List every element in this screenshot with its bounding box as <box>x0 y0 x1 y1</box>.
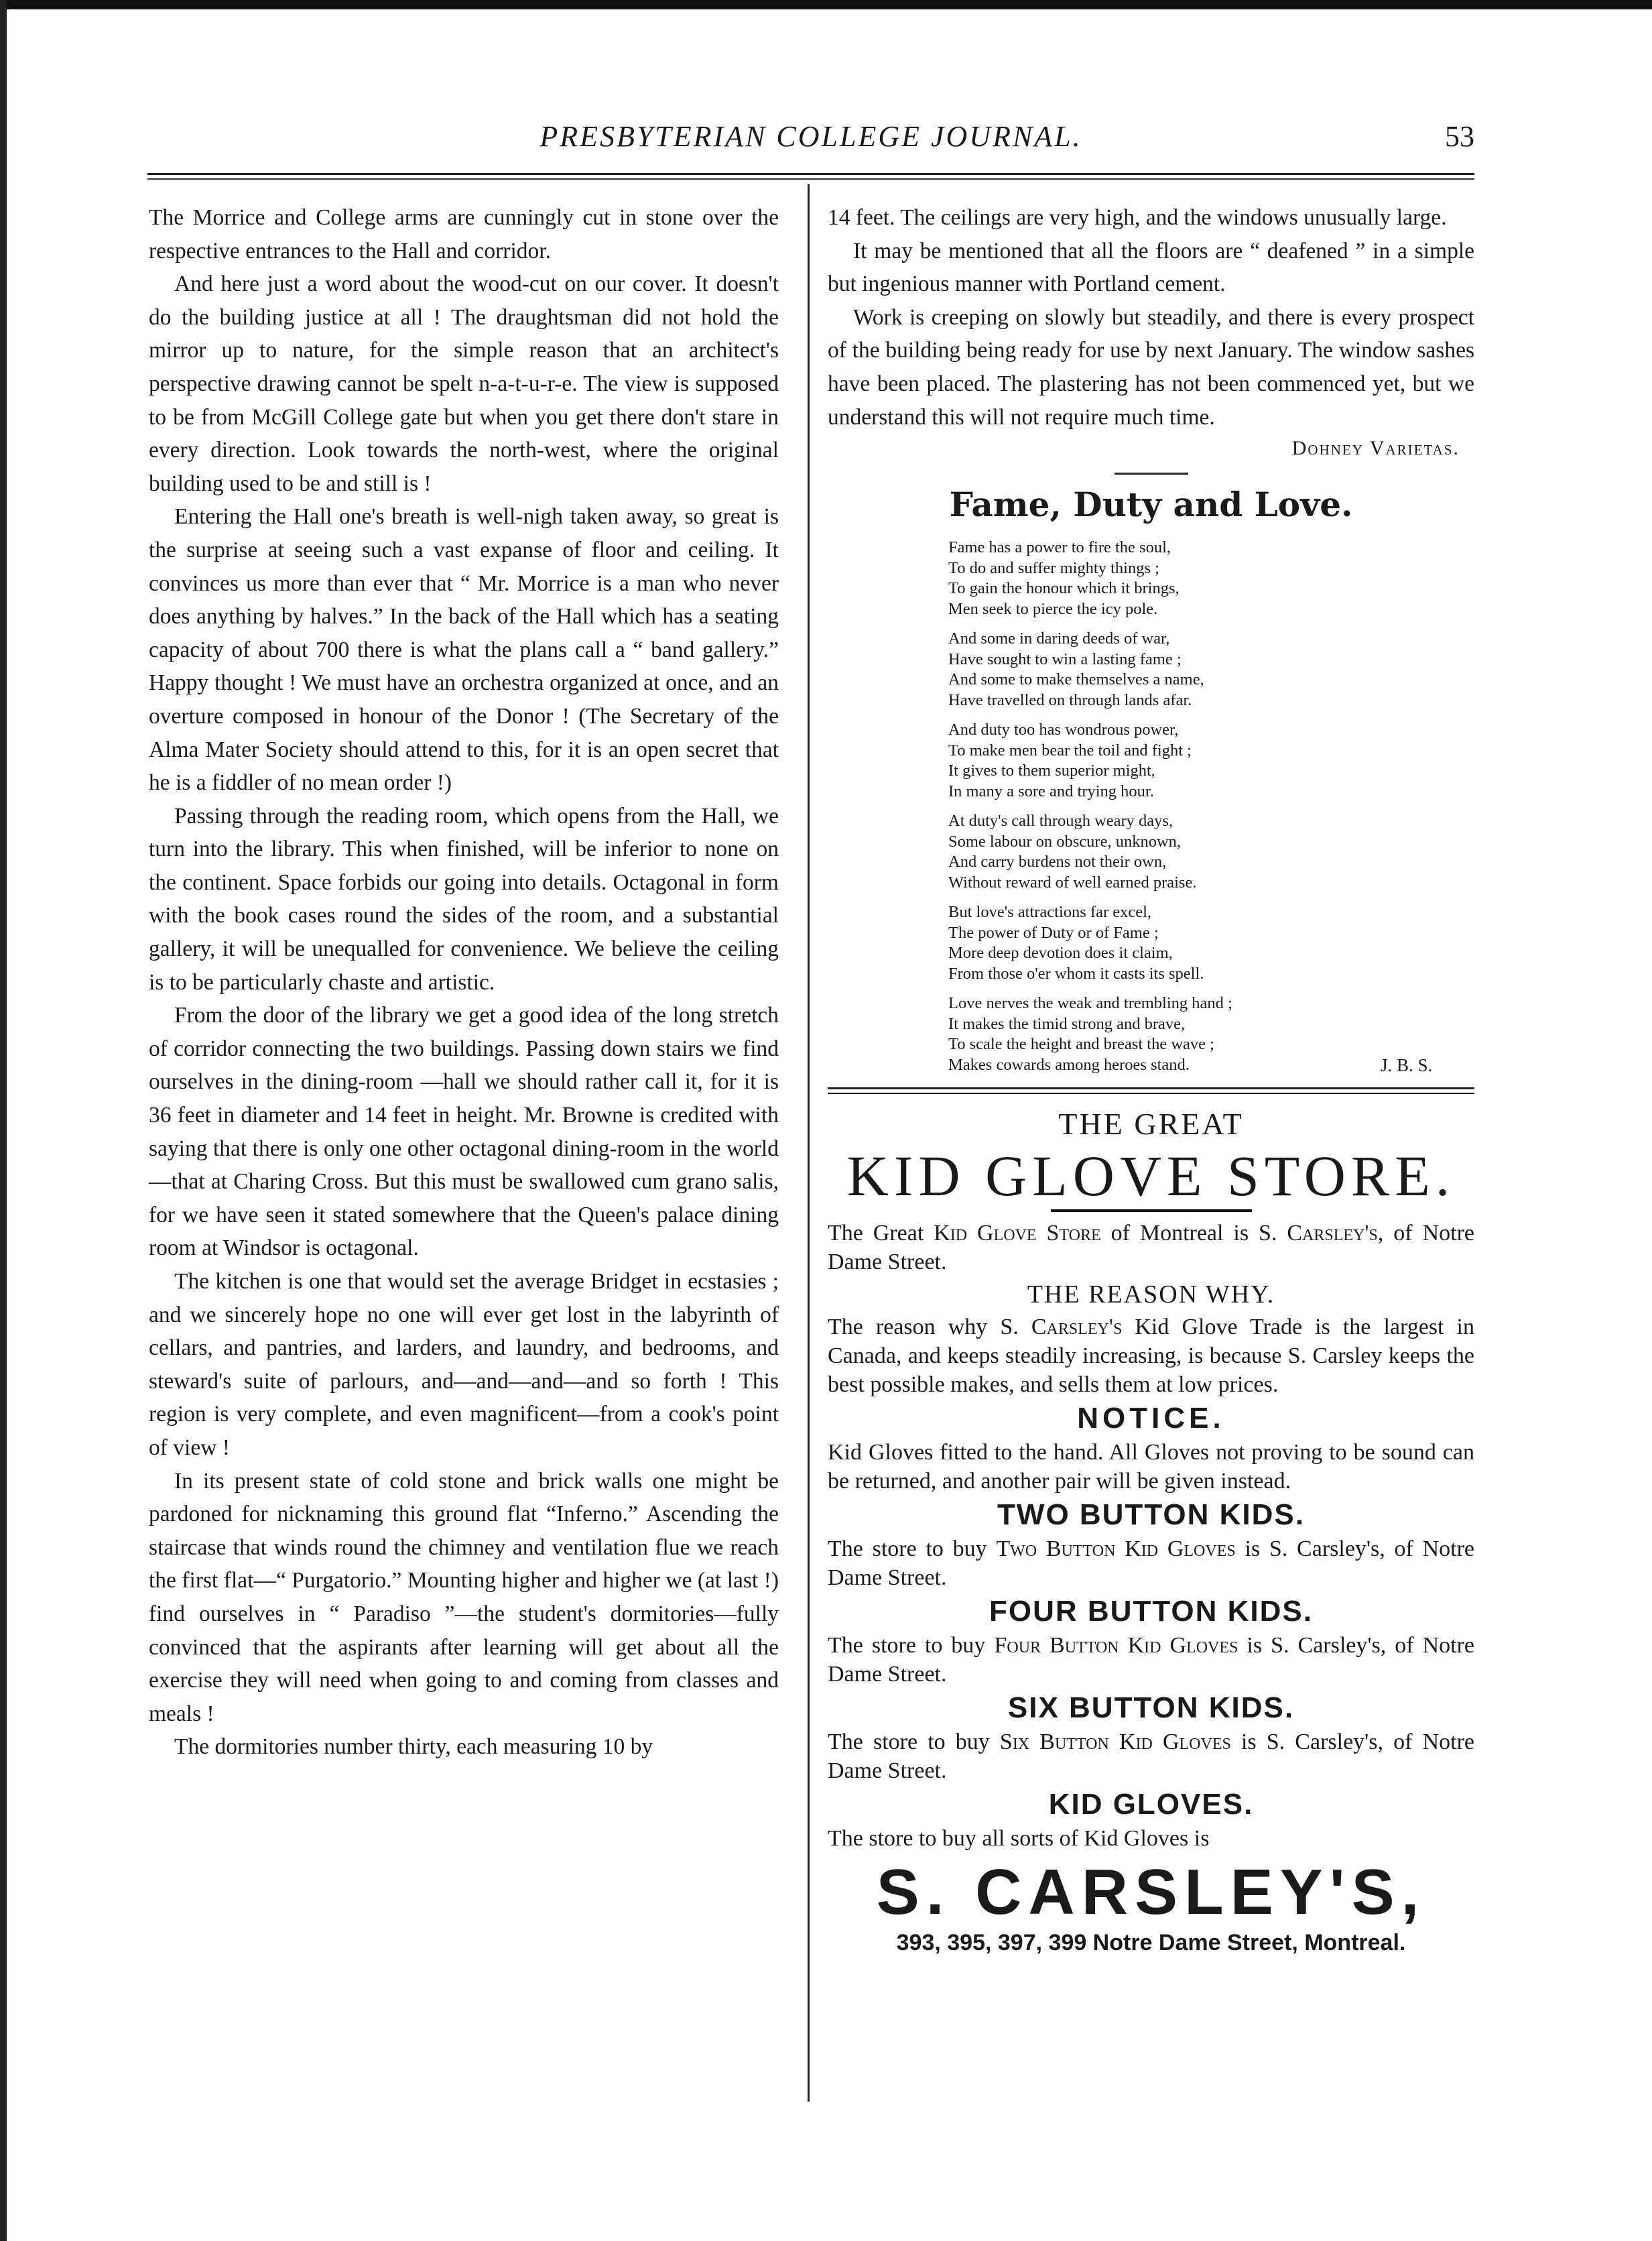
ad-text: The Great <box>828 1221 934 1246</box>
header-rule <box>147 173 1474 175</box>
poem-line: And some in daring deeds of war, <box>948 629 1170 648</box>
ad-text: The store to buy <box>828 1633 995 1658</box>
paragraph: Work is creeping on slowly but steadily, and there is every prospect of the building being ready for use by next January. The window sashes have been placed. The plastering has not been commenced yet, but we understand this will not require much time. <box>828 304 1474 430</box>
ad-title-rule <box>1051 1209 1252 1212</box>
ad-section-heading: SIX BUTTON KIDS. <box>1007 1691 1295 1725</box>
paragraph: Passing through the reading room, which opens from the Hall, we turn into the library. This when finished, will be inferior to none on the continent. Space forbids our going into details. Octagonal in form with the book cases round the sides of the room, and a substantial gallery, it will be unequalled for convenience. We believe the ceiling is to be particularly chaste and artistic. <box>149 803 779 995</box>
ad-section-text <box>828 1631 1474 1689</box>
ad-section-heading: FOUR BUTTON KIDS. <box>989 1595 1313 1628</box>
ad-product: Six Button Kid Gloves <box>999 1730 1231 1755</box>
page-header <box>147 119 1474 160</box>
ad-intro <box>828 1219 1474 1276</box>
running-title: PRESBYTERIAN COLLEGE JOURNAL. <box>539 120 1082 153</box>
paragraph: The kitchen is one that would set the average Bridget in ecstasies ; and we sincerely hope no one will ever get lost in the labyrinth of cellars, and pantries, and larders, and laundry, and bedrooms, and steward's suite of parlours, and—and—and—and so forth ! This region is very complete, and even magnificent—from a cook's point of view ! <box>149 1269 779 1460</box>
ad-reason-text <box>828 1313 1474 1399</box>
paragraph: 14 feet. The ceilings are very high, and the windows unusually large. <box>828 205 1447 230</box>
paragraph: From the door of the library we get a good idea of the long stretch of corridor connecting the two buildings. Passing down stairs we find ourselves in the dining-room —hall we should rather call it, for it is 36 feet in diameter and 14 feet in height. Mr. Browne is credited with saying that there is only one other octagonal dining-room in the world—that at Charing Cross. But this must be swallowed cum grano salis, for we have seen it stated somewhere that the Queen's palace dining room at Windsor is octagonal. <box>149 1003 779 1261</box>
header-rule-secondary <box>147 178 1474 180</box>
poem-line: Fame has a power to fire the soul, <box>948 538 1171 557</box>
poem-line: To scale the height and breast the wave ; <box>948 1035 1214 1054</box>
ad-store-name: Kid Glove Store <box>934 1221 1101 1246</box>
poem-line: To make men bear the toil and fight ; <box>948 741 1192 760</box>
poem-line: At duty's call through weary days, <box>948 812 1173 831</box>
paragraph: It may be mentioned that all the floors are “ deafened ” in a simple but ingenious manner with Portland cement. <box>828 238 1474 297</box>
ad-kid-gloves-text: The store to buy all sorts of Kid Gloves is <box>828 1826 1210 1852</box>
poem-line: Men seek to pierce the icy pole. <box>948 599 1158 618</box>
poem-line: It gives to them superior might, <box>948 762 1155 780</box>
poem-line: And duty too has wondrous power, <box>948 721 1179 739</box>
poem-stanza <box>948 993 1474 1075</box>
poem-line: From those o'er whom it casts its spell. <box>948 964 1204 983</box>
right-column <box>828 201 1474 1957</box>
ad-owner: S. Carsley's <box>1000 1315 1123 1340</box>
poem-author: J. B. S. <box>1381 1054 1433 1075</box>
poem-line: But love's attractions far excel, <box>948 903 1152 922</box>
ad-section-text <box>828 1534 1474 1592</box>
ad-kicker: THE GREAT <box>1058 1107 1244 1142</box>
paragraph: And here just a word about the wood-cut on our cover. It doesn't do the building justice at all ! The draughtsman did not hold the mirror up to nature, for the simple reason that an architect's perspective drawing cannot be spelt n-a-t-u-r-e. The view is supposed to be from McGill College gate but when you get there don't stare in every direction. Look towards the north-west, where the original building used to be and still is ! <box>149 271 779 496</box>
paragraph: The Morrice and College arms are cunningly cut in stone over the respective entrances to the Hall and corridor. <box>149 205 779 263</box>
poem-line: More deep devotion does it claim, <box>948 944 1173 963</box>
page-number: 53 <box>1445 120 1474 153</box>
left-column <box>149 201 779 1764</box>
ad-text: The reason why <box>828 1315 1001 1340</box>
poem <box>948 538 1474 1075</box>
ad-product: Two Button Kid Gloves <box>996 1536 1236 1562</box>
ad-text: of Montreal is <box>1100 1221 1259 1246</box>
ad-section-text <box>828 1728 1474 1785</box>
poem-stanza <box>948 811 1474 893</box>
ad-title: KID GLOVE STORE. <box>846 1144 1456 1209</box>
ad-kid-gloves-heading: KID GLOVES. <box>1048 1788 1254 1821</box>
paragraph: The dormitories number thirty, each measuring 10 by <box>174 1734 653 1760</box>
poem-line: Love nerves the weak and trembling hand ; <box>948 994 1232 1013</box>
poem-title: Fame, Duty and Love. <box>949 485 1353 525</box>
poem-stanza <box>948 629 1474 711</box>
ad-notice-heading: NOTICE. <box>1077 1402 1225 1435</box>
ad-text: , of Notre Dame Street. <box>828 1221 1474 1275</box>
poem-line: Have sought to win a lasting fame ; <box>948 650 1182 668</box>
paragraph: Entering the Hall one's breath is well-nigh taken away, so great is the surprise at seeing such a vast expanse of floor and ceiling. It convinces us more than ever that “ Mr. Morrice is a man who never does anything by halves.” In the back of the Hall which has a seating capacity of about 700 there is what the plans call a “ band gallery.” Happy thought ! We must have an orchestra organized at once, and an overture composed in honour of the Donor ! (The Secretary of the Alma Mater Society should attend to this, for it is an open secret that he is a fiddler of no mean order !) <box>149 504 779 796</box>
poem-line: Some labour on obscure, unknown, <box>948 832 1182 851</box>
poem-stanza <box>948 902 1474 984</box>
ad-text: Kid Glove Trade is the largest in Canada, and keeps steadily increasing, is because S. Carsley keeps the best possible makes, and sells them at low prices. <box>828 1315 1474 1398</box>
ad-section-heading: TWO BUTTON KIDS. <box>997 1498 1305 1532</box>
advertisement <box>828 1105 1474 1957</box>
article-signature: Dohney Varietas. <box>1291 437 1460 460</box>
page-top-border <box>0 0 1652 9</box>
ad-text: is S. Carsley's, of Notre Dame Street. <box>828 1536 1474 1591</box>
poem-line: To do and suffer mighty things ; <box>948 558 1159 577</box>
ad-text: The store to buy <box>828 1536 997 1562</box>
advertisement-rule <box>828 1087 1474 1089</box>
ad-owner: S. Carsley's <box>1259 1221 1378 1246</box>
poem-line: Without reward of well earned praise. <box>948 873 1197 892</box>
ad-reason-heading: THE REASON WHY. <box>1027 1280 1275 1309</box>
ad-text: The store to buy <box>828 1730 1000 1755</box>
column-divider <box>808 184 810 2102</box>
poem-stanza <box>948 720 1474 802</box>
advertisement-rule-secondary <box>828 1093 1474 1094</box>
poem-line: And some to make themselves a name, <box>948 670 1204 689</box>
paragraph: In its present state of cold stone and brick walls one might be pardoned for nicknaming this ground flat “Inferno.” Ascending the staircase that winds round the chimney and ventilation flue we reach the first flat—“ Purgatorio.” Mounting higher and higher we (at last !) find ourselves in “ Paradiso ”—the student's dormitories—fully convinced that the aspirants after learning will get about all the exercise they will need when going to and coming from classes and meals ! <box>149 1468 779 1726</box>
poem-line: To gain the honour which it brings, <box>948 579 1180 598</box>
page-left-border <box>0 0 7 2241</box>
poem-line: In many a sore and trying hour. <box>948 782 1154 800</box>
ad-address: 393, 395, 397, 399 Notre Dame Street, Montreal. <box>896 1930 1406 1956</box>
ad-store-name-large: S. CARSLEY'S, <box>876 1856 1426 1929</box>
section-divider <box>1115 473 1188 475</box>
poem-line: Have travelled on through lands afar. <box>948 690 1192 709</box>
ad-notice-text: Kid Gloves fitted to the hand. All Gloves not proving to be sound can be returned, and another pair will be given instead. <box>828 1440 1474 1494</box>
poem-line: The power of Duty or of Fame ; <box>948 923 1159 942</box>
poem-line: It makes the timid strong and brave, <box>948 1014 1186 1033</box>
ad-product: Four Button Kid Gloves <box>994 1633 1238 1658</box>
poem-line: Makes cowards among heroes stand. <box>948 1055 1190 1074</box>
ad-text: is S. Carsley's, of Notre Dame Street. <box>828 1730 1475 1784</box>
poem-stanza <box>948 538 1474 619</box>
poem-line: And carry burdens not their own, <box>948 853 1167 871</box>
ad-text: is S. Carsley's, of Notre Dame Street. <box>828 1633 1475 1687</box>
